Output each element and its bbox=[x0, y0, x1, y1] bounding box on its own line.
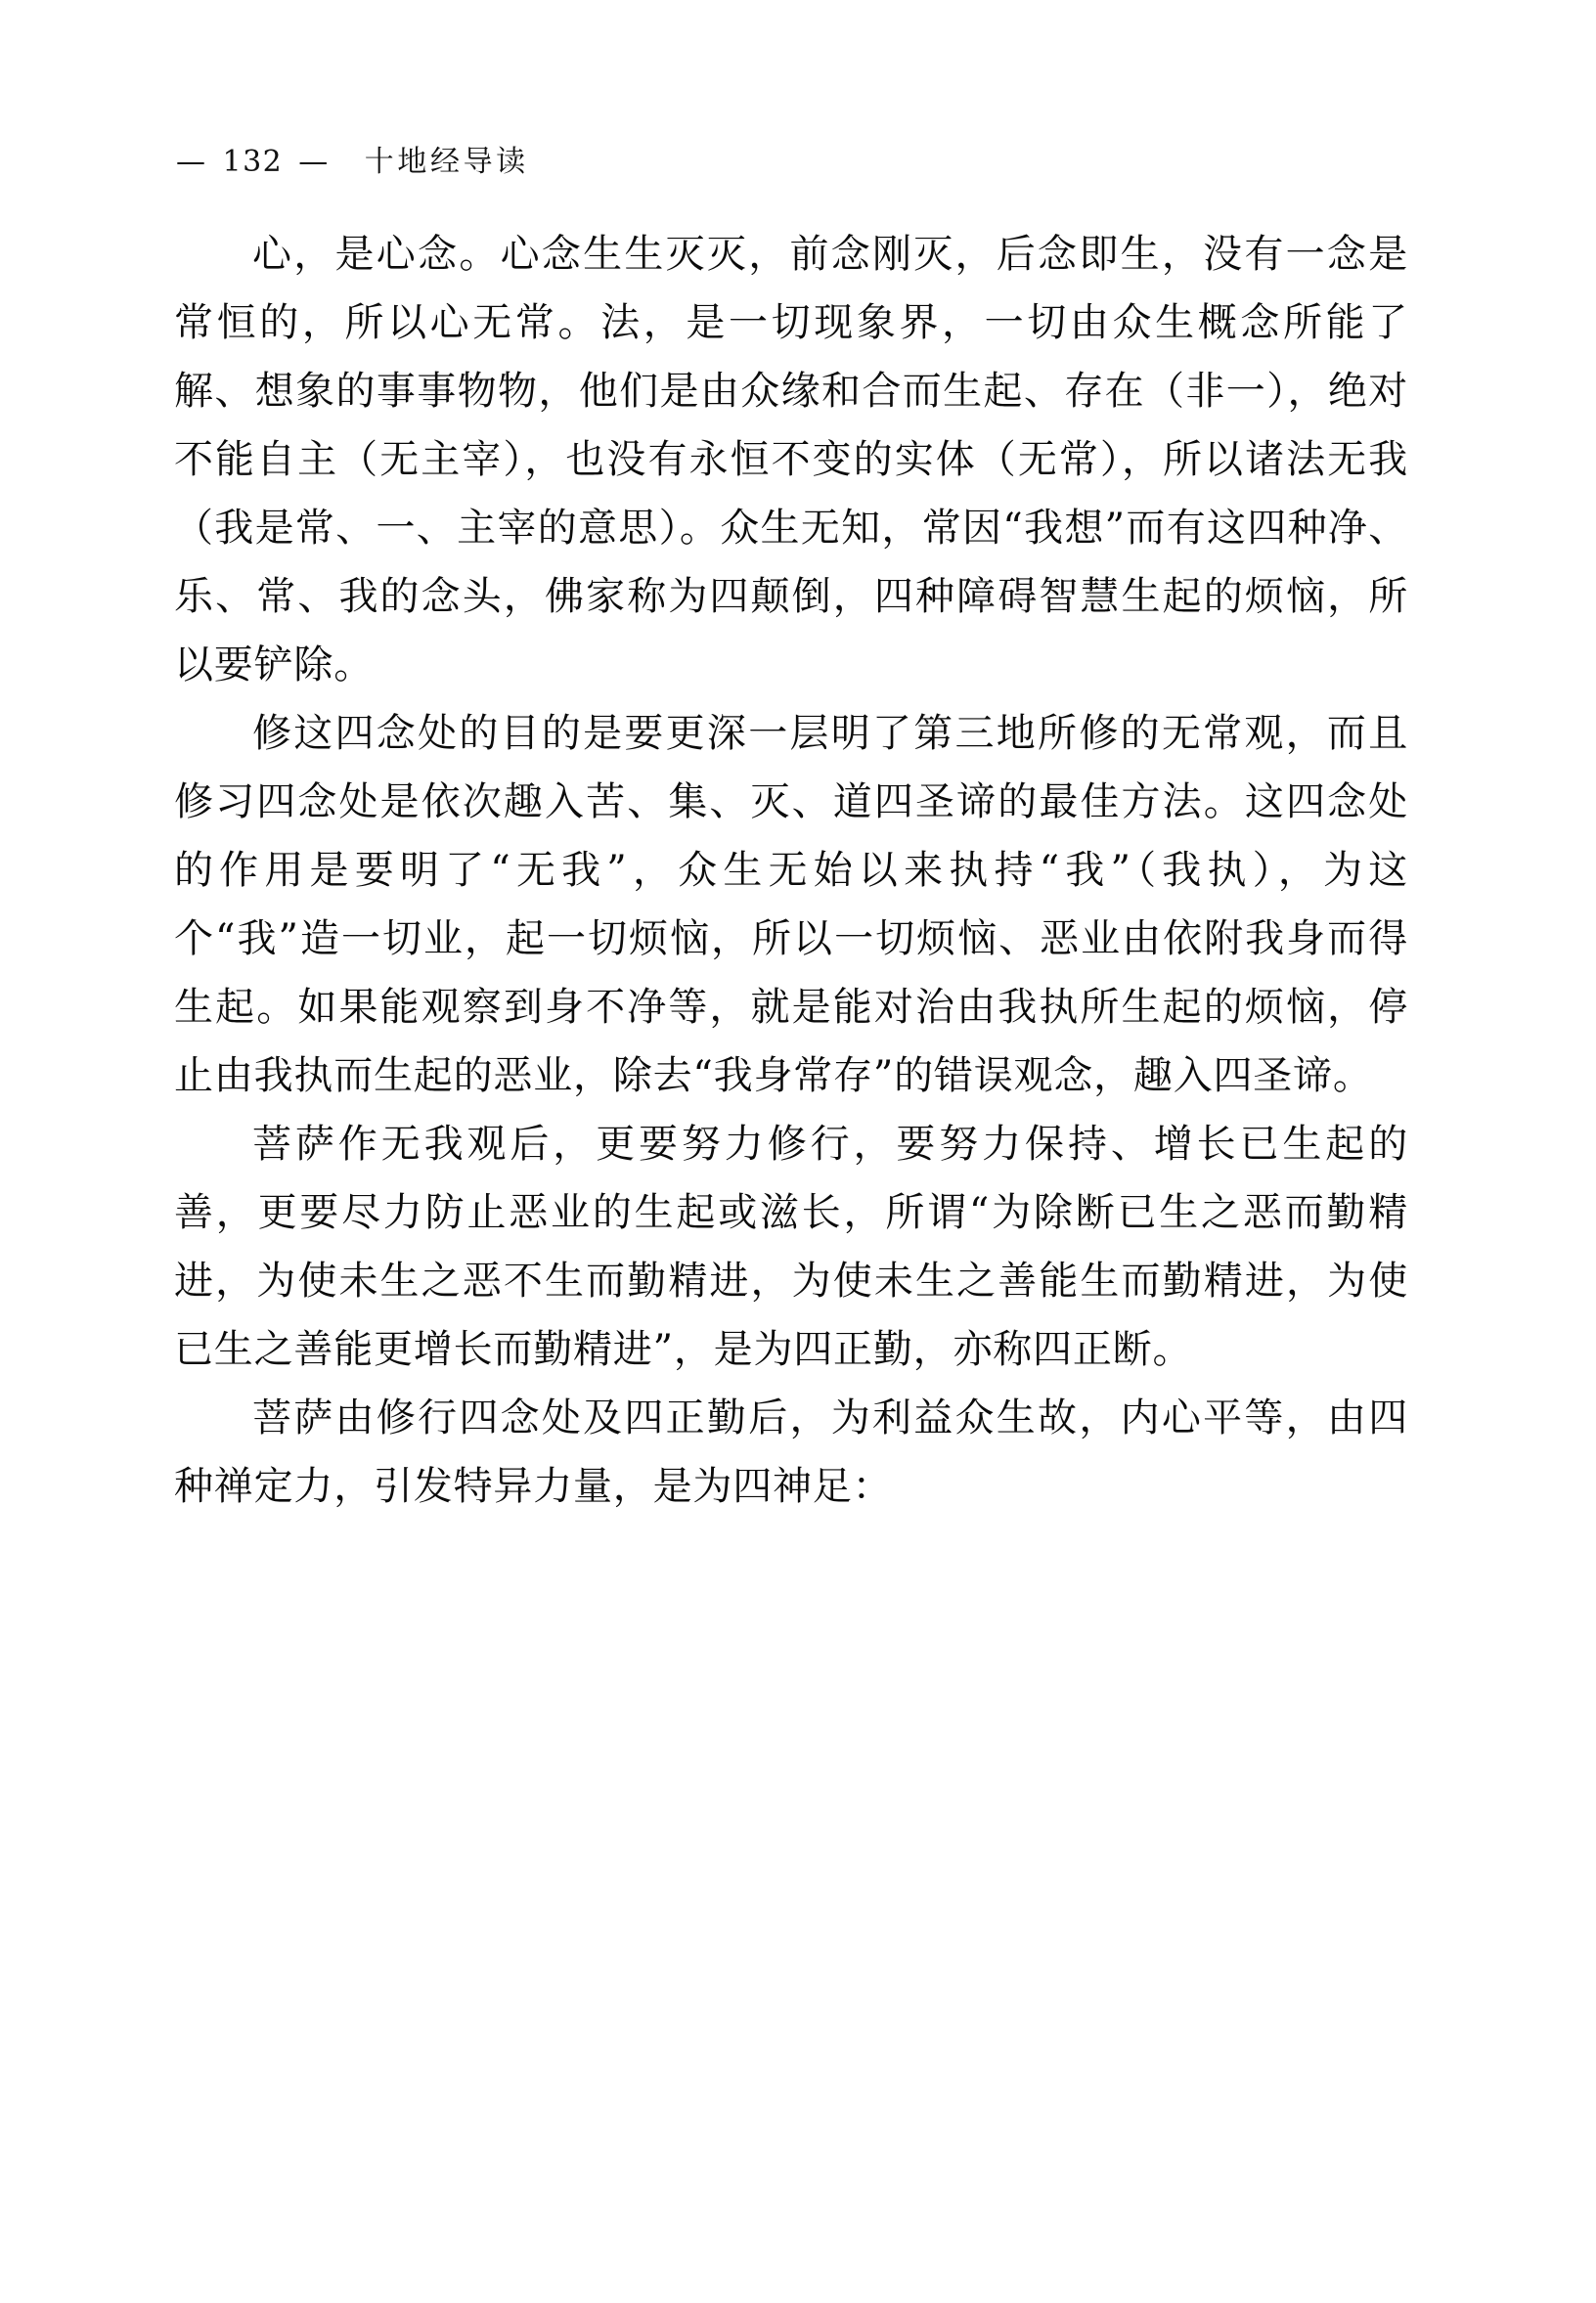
book-title: 十地经导读 bbox=[364, 145, 529, 179]
header-left-dash: — bbox=[176, 145, 207, 179]
page-number: 132 bbox=[222, 145, 284, 179]
paragraph: 心，是心念。心念生生灭灭，前念刚灭，后念即生，没有一念是常恒的，所以心无常。法，是一切现象界，一切由众生概念所能了解、想象的事事物物，他们是由众缘和合而生起、存在（非一），绝对不能自主（无主宰），也没有永恒不变的实体（无常），所以诸法无我（我是常、一、主宰的意思）。众生无知，常因“我想”而有这四种净、乐、常、我的念头，佛家称为四颠倒，四种障碍智慧生起的烦恼，所以要铲除。 bbox=[174, 232, 1408, 687]
paragraph: 菩萨由修行四念处及四正勤后，为利益众生故，内心平等，由四种禅定力，引发特异力量，是为四神足： bbox=[174, 1395, 1408, 1509]
paragraph: 菩萨作无我观后，更要努力修行，要努力保持、增长已生起的善，更要尽力防止恶业的生起或滋长，所谓“为除断已生之恶而勤精进，为使未生之恶不生而勤精进，为使未生之善能生而勤精进，为使已生之善能更增长而勤精进”，是为四正勤，亦称四正断。 bbox=[174, 1122, 1408, 1372]
paragraph: 修这四念处的目的是要更深一层明了第三地所修的无常观，而且修习四念处是依次趣入苦、集、灭、道四圣谛的最佳方法。这四念处的作用是要明了“无我”，众生无始以来执持“我”（我执），为这个“我”造一切业，起一切烦恼，所以一切烦恼、恶业由依附我身而得生起。如果能观察到身不净等，就是能对治由我执所生起的烦恼，停止由我执而生起的恶业，除去“我身常存”的错误观念，趣入四圣谛。 bbox=[174, 711, 1408, 1098]
body-text bbox=[174, 220, 1408, 1521]
page-header bbox=[174, 137, 1426, 180]
header-right-dash: — bbox=[298, 145, 330, 179]
